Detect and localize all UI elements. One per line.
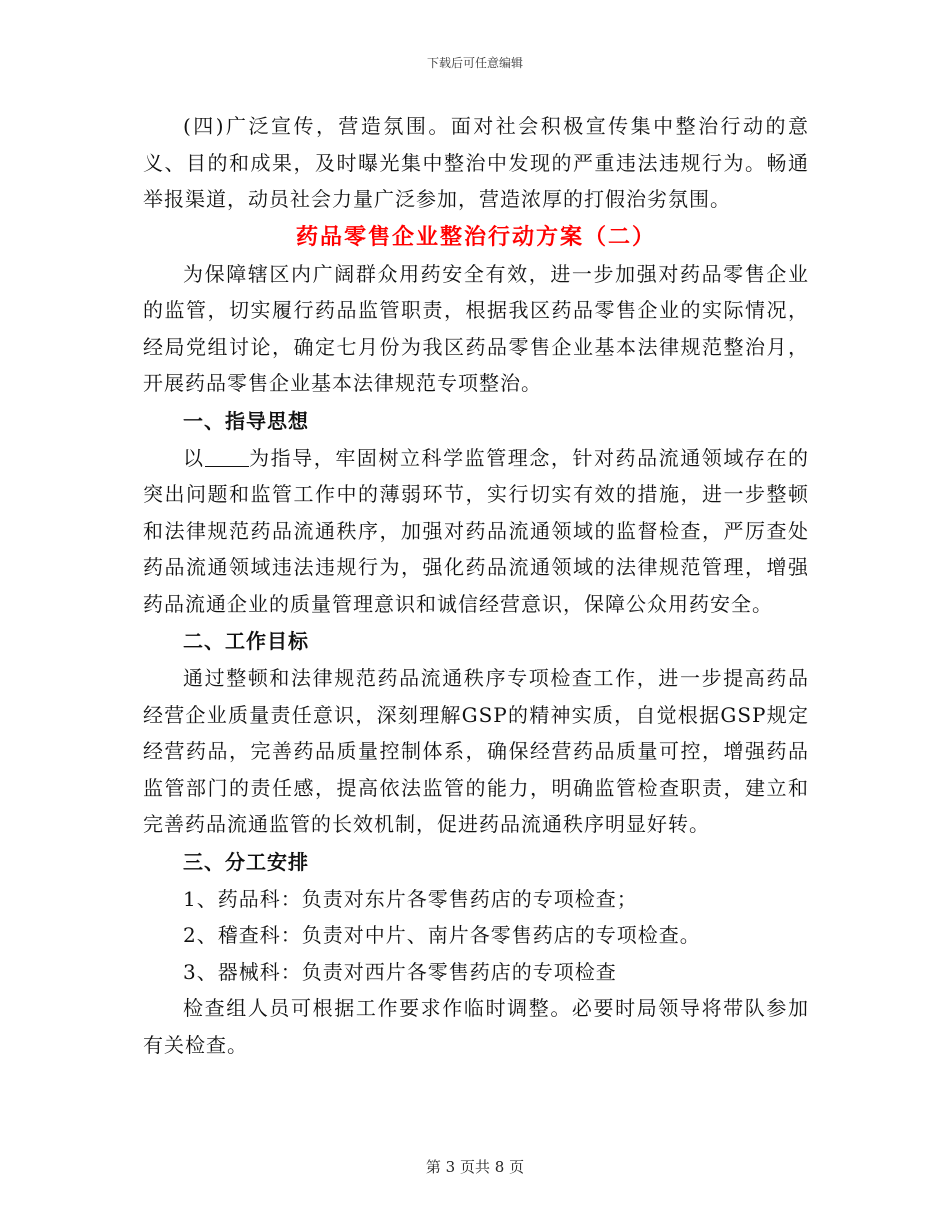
paragraph-guiding-ideology <box>143 440 809 623</box>
heading-work-goals: 二、工作目标 <box>183 629 309 653</box>
paragraph-work-goals: 通过整顿和法律规范药品流通秩序专项检查工作，进一步提高药品经营企业质量责任意识，深刻理解GSP的精神实质，自觉根据GSP规定经营药品，完善药品质量控制体系，确保经营药品质量可控，增强药品监管部门的责任感，提高依法监管的能力，明确监管检查职责，建立和完善药品流通监管的长效机制，促进药品流通秩序明显好转。 <box>143 666 809 836</box>
blank-underline <box>205 446 249 467</box>
document-body <box>143 108 809 1063</box>
paragraph-publicity: (四)广泛宣传，营造氛围。面对社会积极宣传集中整治行动的意义、目的和成果，及时曝光集中整治中发现的严重违法违规行为。畅通举报渠道，动员社会力量广泛参加，营造浓厚的打假治劣氛围。 <box>143 114 809 211</box>
guide-prefix: 以 <box>183 445 205 470</box>
document-title: 药品零售企业整治行动方案（二） <box>295 223 656 250</box>
paragraph-inspection-team: 检查组人员可根据工作要求作临时调整。必要时局领导将带队参加有关检查。 <box>143 996 809 1057</box>
list-item: 3、器械科：负责对西片各零售药店的专项检查 <box>183 959 617 984</box>
page-header: 下载后可任意编辑 <box>426 56 523 70</box>
guide-text: 为指导，牢固树立科学监管理念，针对药品流通领域存在的突出问题和监管工作中的薄弱环节，实行切实有效的措施，进一步整顿和法律规范药品流通秩序，加强对药品流通领域的监督检查，严厉查处药品流通领域违法违规行为，强化药品流通领域的法律规范管理，增强药品流通企业的质量管理意识和诚信经营意识，保障公众用药安全。 <box>143 445 810 616</box>
paragraph-purpose: 为保障辖区内广阔群众用药安全有效，进一步加强对药品零售企业的监管，切实履行药品监管职责，根据我区药品零售企业的实际情况，经局党组讨论，确定七月份为我区药品零售企业基本法律规范整治月，开展药品零售企业基本法律规范专项整治。 <box>143 261 809 395</box>
list-item: 1、药品科：负责对东片各零售药店的专项检查； <box>183 886 638 911</box>
list-item: 2、稽查科：负责对中片、南片各零售药店的专项检查。 <box>183 923 701 947</box>
page-footer: 第 3 页共 8 页 <box>425 1158 525 1176</box>
heading-guiding-ideology: 一、指导思想 <box>183 408 309 433</box>
heading-division-of-work: 三、分工安排 <box>183 849 309 874</box>
